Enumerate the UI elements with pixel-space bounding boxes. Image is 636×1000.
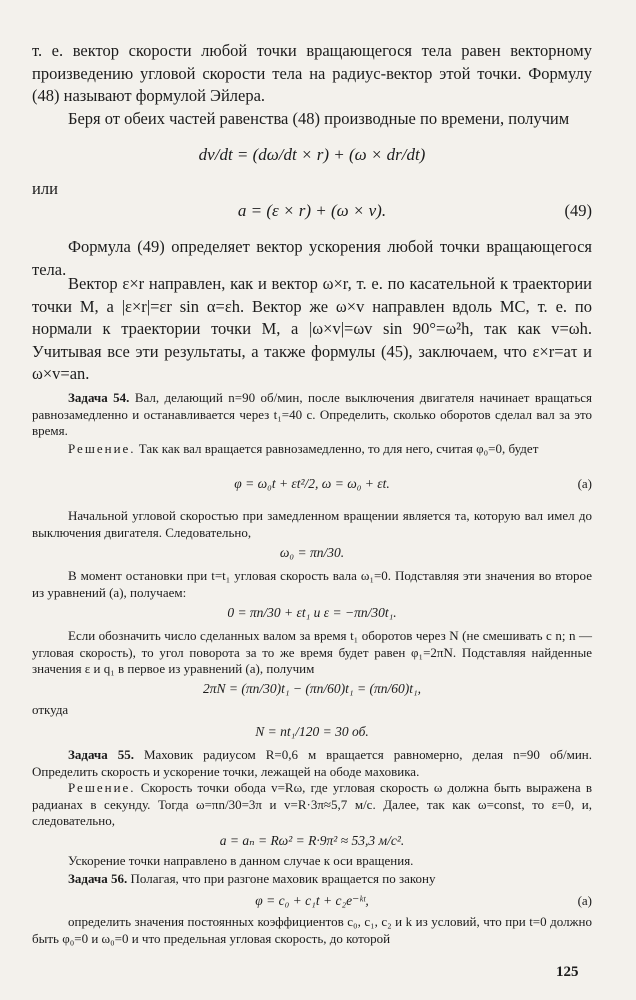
paragraph-formula-49: Формула (49) определяет вектор ускорения любой точки вращающегося тела. — [32, 237, 592, 279]
problem-56-heading: Задача 56. — [68, 871, 128, 886]
paragraph-stop-moment: В момент остановки при t=t₁ угловая скорость вала ω₁=0. Подставляя эти значения во второе из уравнений (а), получаем: — [32, 568, 592, 600]
problem-54-text: Вал, делающий n=90 об/мин, после выключения двигателя начинает вращаться равнозамедленно и останавливается через t₁=40 с. Определить, сколько оборотов сделал вал за это время. — [32, 390, 593, 438]
equation-velocity-derivative: dv/dt = (dω/dt × r) + (ω × dr/dt) — [198, 145, 426, 164]
equation-phi-law — [32, 891, 592, 911]
solution-55-heading: Решение. — [68, 780, 136, 795]
solution-55 — [32, 780, 592, 830]
word-whence: откуда — [32, 702, 69, 717]
paragraph-coefficients: определить значения постоянных коэффициентов c₀, c₁, c₂ и k из условий, что при t=0 должно быть φ₀=0 и ω₀=0 и что предельная угловая скорость, до которой — [32, 914, 592, 946]
paragraph-derivative: Беря от обеих частей равенства (48) производные по времени, получим — [68, 109, 570, 128]
equation-49-body: a = (ε × r) + (ω × v). — [237, 201, 387, 220]
equation-substitution: 0 = πn/30 + εt₁ и ε = −πn/30t₁. — [227, 605, 397, 620]
equation-a-motion — [32, 474, 592, 494]
equation-49-tag: (49) — [564, 201, 592, 220]
problem-56-text: Полагая, что при разгоне маховик вращается по закону — [130, 871, 436, 886]
equation-phi-tag: (а) — [577, 893, 592, 908]
equation-N: N = nt₁/120 = 30 об. — [255, 724, 369, 739]
problem-56 — [32, 871, 592, 888]
equation-2pin: 2πN = (πn/30)t₁ − (πn/60)t₁ = (πn/60)t₁, — [202, 681, 422, 696]
equation-49 — [32, 199, 592, 223]
equation-acceleration: a = aₙ = Rω² = R·9π² ≈ 53,3 м/с². — [219, 833, 405, 848]
paragraph-initial-velocity: Начальной угловой скоростью при замедленном вращении является та, которую вал имел до выключения двигателя. Следовательно, — [32, 508, 592, 540]
solution-54 — [32, 441, 592, 458]
problem-55-heading: Задача 55. — [68, 747, 134, 762]
problem-54 — [32, 390, 592, 440]
equation-a-motion-body: φ = ω₀t + εt²/2, ω = ω₀ + εt. — [234, 476, 390, 491]
equation-phi-law-body: φ = c₀ + c₁t + c₂e⁻ᵏᵗ, — [255, 893, 369, 908]
page-number: 125 — [556, 964, 579, 980]
problem-55-text: Маховик радиусом R=0,6 м вращается равномерно, делая n=90 об/мин. Определить скорость и ускорение точки, лежащей на ободе маховика. — [32, 747, 593, 779]
paragraph-vector-directions: Вектор ε×r направлен, как и вектор ω×r, т. е. по касательной к траектории точки M, а |ε×r|=εr sin α=εh. Вектор же ω×v направлен вдоль MC, т. е. по нормали к траектории точки M, а |ω×v|=ωv sin 90°=ω²h, так как v=ωh. Учитывая все эти результаты, а также формулы (45), заключаем, что ε×r=aτ и ω×v=an. — [32, 274, 592, 383]
solution-54-text: Так как вал вращается равнозамедленно, то для него, считая φ₀=0, будет — [138, 441, 539, 456]
solution-55-text: Скорость точки обода v=Rω, где угловая скорость ω должна быть выражена в радианах в секунду. Тогда ω=πn/30=3π и v=R·3π≈5,7 м/с. Далее, так как ω=const, то ε=0, и, следовательно, — [32, 780, 593, 828]
problem-54-heading: Задача 54. — [68, 390, 130, 405]
paragraph-revolutions: Если обозначить число сделанных валом за время t₁ оборотов через N (не смешивать с n; n — угловая скорость), то угол поворота за то же время будет равен φ₁=2πN. Подставляя найденные значения ε и q₁ в первое из уравнений (а), получим — [32, 628, 592, 676]
solution-54-heading: Решение. — [68, 441, 136, 456]
equation-omega-zero: ω₀ = πn/30. — [279, 545, 345, 560]
problem-55 — [32, 747, 592, 780]
equation-a-tag: (а) — [577, 476, 592, 491]
paragraph-acceleration-direction: Ускорение точки направлено в данном случае к оси вращения. — [68, 853, 414, 868]
paragraph-euler: т. е. вектор скорости любой точки вращающегося тела равен векторному произведению угловой скорости тела на радиус-вектор этой точки. Формулу (48) называют формулой Эйлера. — [32, 41, 592, 105]
word-or: или — [32, 179, 58, 198]
